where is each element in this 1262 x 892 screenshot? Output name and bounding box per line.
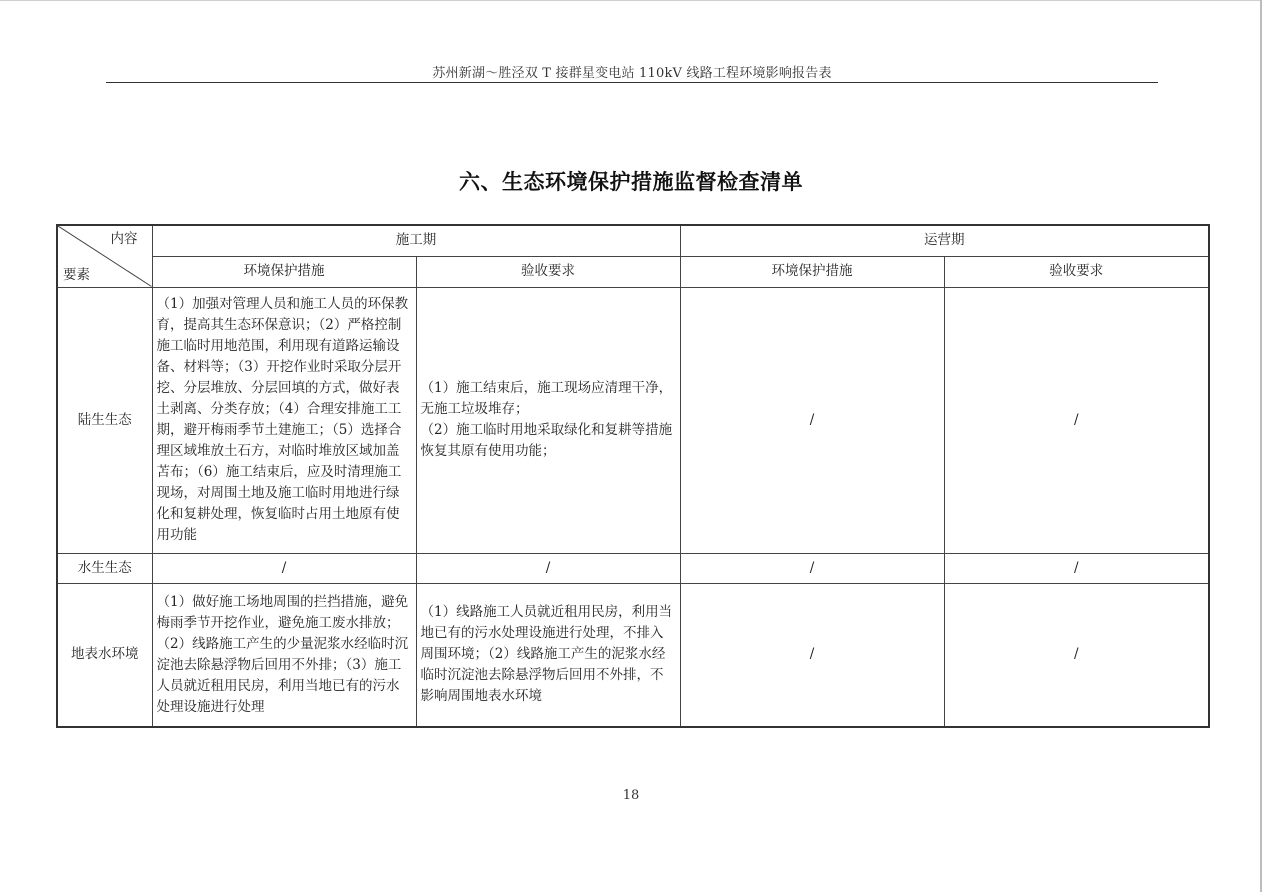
- table-row: [57, 553, 1209, 583]
- operation-measure-cell: /: [680, 287, 944, 553]
- page-number: 18: [622, 788, 640, 803]
- element-cell: 水生生态: [57, 553, 152, 583]
- corner-label-content: 内容: [110, 231, 138, 247]
- header-operation-acceptance: 验收要求: [944, 256, 1209, 287]
- operation-acceptance-cell: /: [944, 287, 1209, 553]
- header-construction-acceptance: 验收要求: [416, 256, 680, 287]
- table-header-row-phase: [57, 225, 1209, 256]
- document-title: 六、生态环境保护措施监督检查清单: [459, 170, 803, 194]
- table-header-row-sub: [57, 256, 1209, 287]
- operation-acceptance-cell: /: [944, 553, 1209, 583]
- header-rule: [106, 82, 1158, 83]
- corner-label-element: 要素: [63, 266, 90, 283]
- header-operation-measure: 环境保护措施: [680, 256, 944, 287]
- corner-header-cell: [57, 225, 152, 287]
- header-construction-measure: 环境保护措施: [152, 256, 416, 287]
- operation-measure-cell: /: [680, 553, 944, 583]
- acceptance-item: （1）施工结束后，施工现场应清理干净，无施工垃圾堆存；: [420, 380, 673, 417]
- construction-measure-cell: /: [152, 553, 416, 583]
- element-cell: 陆生生态: [57, 287, 152, 553]
- operation-measure-cell: /: [680, 583, 944, 727]
- construction-measure-cell: （1）做好施工场地周围的拦挡措施，避免梅雨季节开挖作业，避免施工废水排放；（2）线路施工产生的少量泥浆水经临时沉淀池去除悬浮物后回用不外排；（3）施工人员就近租用民房，利用当地已有的污水处理设施进行处理: [152, 583, 416, 727]
- element-cell: 地表水环境: [57, 583, 152, 727]
- construction-acceptance-cell: [416, 287, 680, 553]
- construction-acceptance-cell: /: [416, 553, 680, 583]
- ecological-protection-checklist-table: [56, 224, 1210, 728]
- construction-acceptance-cell: （1）线路施工人员就近租用民房，利用当地已有的污水处理设施进行处理，不排入周围环境；（2）线路施工产生的泥浆水经临时沉淀池去除悬浮物后回用不外排，不影响周围地表水环境: [416, 583, 680, 727]
- running-header: 苏州新湖～胜泾双 T 接群星变电站 110kV 线路工程环境影响报告表: [432, 66, 832, 81]
- acceptance-item: （2）施工临时用地采取绿化和复耕等措施恢复其原有使用功能；: [420, 422, 673, 459]
- operation-acceptance-cell: /: [944, 583, 1209, 727]
- page-top-edge: [0, 0, 1262, 1]
- header-operation-phase: 运营期: [680, 225, 1209, 256]
- construction-measure-cell: （1）加强对管理人员和施工人员的环保教育，提高其生态环保意识；（2）严格控制施工临时用地范围，利用现有道路运输设备、材料等；（3）开挖作业时采取分层开挖、分层堆放、分层回填的方式，做好表土剥离、分类存放；（4）合理安排施工工期，避开梅雨季节土建施工；（5）选择合理区域堆放土石方，对临时堆放区域加盖苫布；（6）施工结束后，应及时清理施工现场，对周围土地及施工临时用地进行绿化和复耕处理，恢复临时占用土地原有使用功能: [152, 287, 416, 553]
- table-row: [57, 287, 1209, 553]
- table-row: [57, 583, 1209, 727]
- header-construction-phase: 施工期: [152, 225, 680, 256]
